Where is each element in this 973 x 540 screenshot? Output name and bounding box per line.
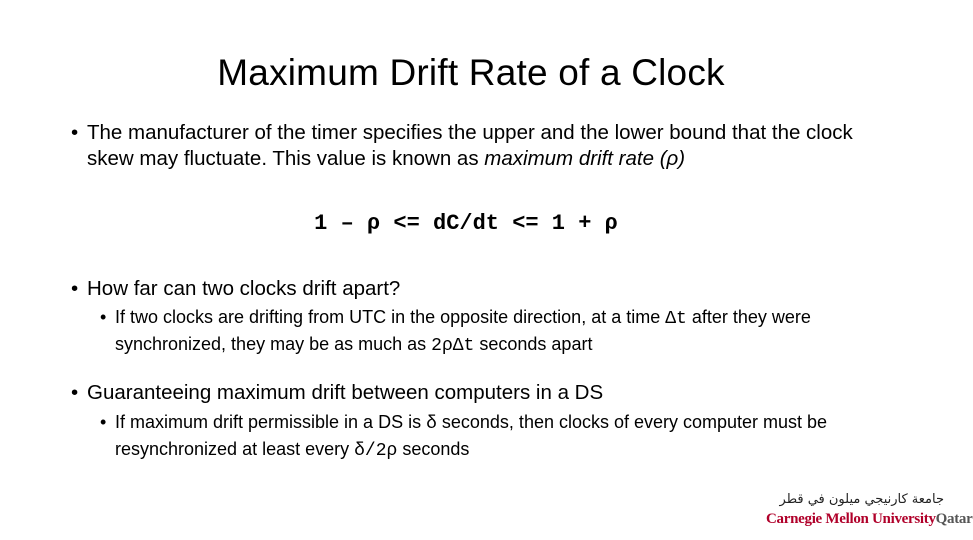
bullet-text: Guaranteeing maximum drift between computers in a DS xyxy=(87,381,604,404)
bullet-marker: • xyxy=(100,412,107,432)
bullet-marker: • xyxy=(71,121,79,144)
sub-bullet-text xyxy=(100,305,860,359)
logo-cmu-text: Carnegie Mellon University xyxy=(766,511,936,527)
sub-bullet-text-part: seconds, then clocks of every computer must be resynchronized at least every xyxy=(115,412,828,459)
emphasis-text-rho: (ρ) xyxy=(654,147,686,170)
code-delta: δ xyxy=(426,414,437,434)
bullet-text xyxy=(71,120,861,172)
bullet-drift-rate xyxy=(71,120,861,172)
bullet-marker: • xyxy=(71,381,79,404)
drift-formula: 1 – ρ <= dC/dt <= 1 + ρ xyxy=(314,211,618,236)
sub-bullet-text-part: If maximum drift permissible in a DS is xyxy=(115,412,427,432)
cmu-qatar-logo xyxy=(764,492,973,532)
code-delta-over-two-rho: δ/2ρ xyxy=(354,441,398,461)
emphasis-text: maximum drift rate xyxy=(484,147,655,170)
sub-bullet-opposite-direction xyxy=(100,305,860,359)
sub-bullet-text-part: after they were synchronized, they may be as much as xyxy=(115,307,811,354)
sub-bullet-resynchronize xyxy=(100,410,875,464)
sub-bullet-text-part: If two clocks are drifting from UTC in the opposite direction, at a time xyxy=(115,307,666,327)
logo-arabic-text: جامعة كارنيجي ميلون في قطر xyxy=(779,492,944,507)
slide-title: Maximum Drift Rate of a Clock xyxy=(217,52,725,93)
bullet-guaranteeing xyxy=(71,380,861,406)
sub-bullet-text xyxy=(100,410,875,464)
sub-bullet-text-part: seconds apart xyxy=(474,334,593,354)
bullet-drift-apart xyxy=(71,276,861,302)
code-two-rho-delta-t: 2ρΔt xyxy=(431,336,475,356)
bullet-text: How far can two clocks drift apart? xyxy=(87,277,401,300)
sub-bullet-text-part: seconds xyxy=(397,439,470,459)
bullet-marker: • xyxy=(71,277,79,300)
logo-qatar-text: Qatar xyxy=(935,511,973,527)
code-delta-t: Δt xyxy=(665,309,687,329)
bullet-text-part: The manufacturer of the timer specifies the upper and the lower bound that the clock skew may fluctuate. This value is known as xyxy=(87,121,853,170)
bullet-marker: • xyxy=(100,307,107,327)
logo-wordmark xyxy=(766,510,973,528)
